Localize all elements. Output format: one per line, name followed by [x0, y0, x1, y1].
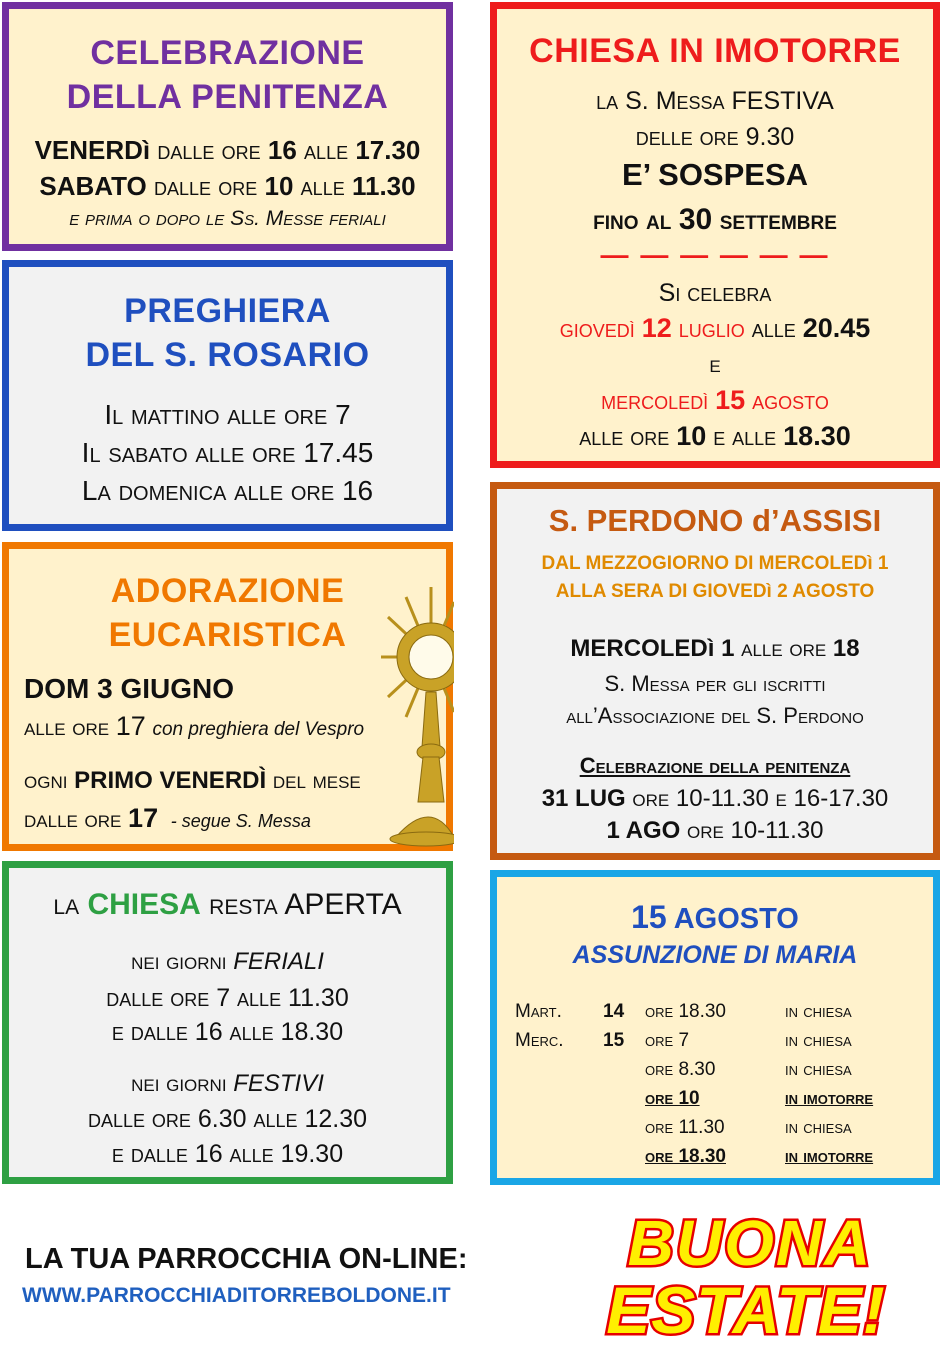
imotorre-line-4: [497, 203, 933, 237]
imotorre-line-4-a: fino al: [593, 205, 672, 235]
chiesa-aperta-pre: la: [53, 888, 80, 921]
perdono-sub-2: ALLA SERA DI GIOVEDì 2 AGOSTO: [555, 581, 875, 602]
agosto-num: [603, 1142, 645, 1171]
rosario-line-3: La domenica alle ore 16: [81, 475, 374, 506]
rosario-title-2: DEL S. ROSARIO: [85, 336, 370, 374]
penitenza-day-2: SABATO: [39, 171, 147, 201]
perdono-title: S. PERDONO d’ASSISI: [548, 503, 882, 538]
table-row: [515, 1055, 925, 1084]
rosario-line-2: Il sabato alle ore 17.45: [81, 437, 374, 468]
adorazione-title-1: ADORAZIONE: [110, 572, 345, 610]
agosto-num: [603, 1113, 645, 1142]
buona-text: BUONA: [627, 1207, 873, 1279]
imotorre-line-3: E’ SOSPESA: [621, 157, 809, 192]
imotorre-title: CHIESA IN IMOTORRE: [529, 32, 901, 70]
perdono-pen-title: Celebrazione della penitenza: [579, 753, 851, 778]
perdono-pen-2-b: ore 10-11.30: [686, 817, 824, 844]
perdono-pen-1: [497, 785, 933, 813]
agosto-title: [497, 899, 933, 936]
imotorre-line-9-a: alle ore: [579, 423, 670, 451]
chiesa-aperta-title: [9, 888, 446, 922]
rosario-line-1: Il mattino alle ore 7: [104, 399, 351, 430]
adorazione-monthly-time: 17: [128, 803, 159, 833]
imotorre-line-4-c: settembre: [719, 205, 837, 235]
imotorre-line-1: la S. Messa FESTIVA: [596, 87, 834, 115]
adorazione-monthly-time-prefix: dalle ore: [24, 806, 122, 833]
parish-website-link[interactable]: WWW.PARROCCHIADITORREBOLDONE.IT: [22, 1284, 451, 1307]
penitenza-row-2: [9, 169, 446, 203]
adorazione-monthly-suffix: del mese: [272, 767, 361, 794]
imotorre-line-6-num: 12: [641, 313, 672, 343]
rosario-box: [2, 260, 453, 531]
agosto-time: ore 18.30: [645, 1146, 726, 1167]
agosto-num: [603, 1084, 645, 1113]
adorazione-monthly-note: - segue S. Messa: [170, 811, 311, 831]
perdono-line-1-a: MERCOLEDì 1: [570, 635, 735, 662]
agosto-time: ore 11.30: [645, 1117, 725, 1138]
table-row: [515, 1142, 925, 1171]
agosto-num: 14: [603, 1001, 625, 1022]
adorazione-date: DOM 3 GIUGNO: [24, 673, 235, 704]
agosto-day: [515, 1055, 603, 1084]
buona-estate-banner: [560, 1205, 940, 1340]
perdono-sub-1: DAL MEZZOGIORNO DI MERCOLEDì 1: [541, 553, 889, 574]
penitenza-title-1: CELEBRAZIONE: [90, 34, 365, 72]
feriali-line-1: dalle ore 7 alle 11.30: [106, 984, 349, 1012]
festivi-label: nei giorni: [131, 1070, 227, 1097]
imotorre-line-8-day: mercoledì: [601, 387, 709, 415]
table-row: [515, 1084, 925, 1113]
adorazione-time: 17: [115, 711, 146, 741]
penitenza-to-1: 17.30: [355, 135, 421, 165]
table-row: [515, 1113, 925, 1142]
perdono-line-1-b: alle ore: [741, 635, 827, 662]
perdono-line-3: all’Associazione del S. Perdono: [566, 703, 864, 728]
agosto-day: Merc.: [515, 1030, 564, 1051]
imotorre-line-9-b: 10: [676, 421, 707, 451]
imotorre-line-5: Si celebra: [658, 279, 772, 307]
adorazione-monthly-bold: PRIMO VENERDÌ: [74, 767, 267, 794]
festivi-line-1: dalle ore 6.30 alle 12.30: [87, 1105, 368, 1133]
imotorre-line-8-month: agosto: [752, 387, 829, 415]
agosto-place: in chiesa: [785, 1001, 852, 1022]
imotorre-line-8-num: 15: [715, 385, 746, 415]
adorazione-title-2: EUCARISTICA: [108, 616, 347, 654]
adorazione-time-row: [24, 711, 364, 742]
chiesa-aperta-post: APERTA: [284, 888, 402, 921]
penitenza-from-2: 10: [264, 171, 294, 201]
agosto-num: 15: [603, 1030, 625, 1051]
perdono-pen-1-a: 31 LUG: [541, 785, 626, 812]
adorazione-monthly-time-row: [24, 803, 311, 834]
agosto-time: ore 10: [645, 1088, 700, 1109]
imotorre-line-4-b: 30: [678, 203, 713, 236]
imotorre-line-6-time: 20.45: [802, 313, 871, 343]
imotorre-line-6: [497, 313, 933, 344]
table-row: [515, 1026, 925, 1055]
agosto-box: [490, 870, 940, 1185]
adorazione-time-note: con preghiera del Vespro: [152, 719, 365, 740]
footer-online-label: LA TUA PARROCCHIA ON-LINE:: [25, 1243, 468, 1275]
agosto-day: [515, 1113, 603, 1142]
imotorre-line-7: e: [709, 351, 721, 378]
adorazione-monthly-row: [24, 767, 361, 795]
adorazione-box: [2, 542, 453, 851]
imotorre-line-6-alle: alle: [751, 315, 796, 343]
agosto-place: in imotorre: [785, 1146, 874, 1167]
agosto-schedule-table: [515, 997, 925, 1171]
penitenza-row-1: [9, 133, 446, 167]
festivi-heading: [9, 1070, 446, 1098]
perdono-line-1: [497, 635, 933, 663]
penitenza-from-word-1: dalle ore: [157, 135, 261, 165]
penitenza-box: [2, 2, 453, 251]
perdono-box: [490, 482, 940, 860]
perdono-line-2: S. Messa per gli iscritti: [604, 671, 826, 696]
imotorre-line-6-day: giovedì: [559, 315, 635, 343]
perdono-pen-1-b: ore 10-11.30 e 16-17.30: [632, 785, 889, 812]
penitenza-note: e prima o dopo le Ss. Messe feriali: [69, 207, 386, 230]
rosario-title-1: PREGHIERA: [124, 292, 331, 330]
imotorre-line-9-c: e alle: [713, 423, 777, 451]
agosto-subtitle: ASSUNZIONE DI MARIA: [572, 941, 858, 969]
imotorre-line-8: [497, 385, 933, 416]
agosto-day: Mart.: [515, 1001, 562, 1022]
penitenza-to-word-2: alle: [300, 171, 345, 201]
adorazione-time-prefix: alle ore: [24, 714, 110, 741]
chiesa-aperta-mid: resta: [209, 888, 278, 921]
penitenza-from-word-2: dalle ore: [154, 171, 258, 201]
perdono-pen-2-a: 1 AGO: [606, 817, 681, 844]
agosto-num: [603, 1055, 645, 1084]
agosto-place: in imotorre: [785, 1088, 874, 1109]
penitenza-to-word-1: alle: [304, 135, 349, 165]
perdono-line-1-c: 18: [832, 635, 860, 662]
agosto-day: [515, 1084, 603, 1113]
feriali-word: FERIALI: [233, 948, 324, 975]
adorazione-monthly-prefix: ogni: [24, 767, 68, 794]
penitenza-day-1: VENERDì: [34, 135, 151, 165]
agosto-title-num: 15: [631, 899, 667, 935]
feriali-heading: [9, 948, 446, 976]
agosto-time: ore 18.30: [645, 1001, 726, 1022]
penitenza-title-2: DELLA PENITENZA: [66, 78, 389, 116]
feriali-label: nei giorni: [131, 948, 227, 975]
imotorre-line-2: delle ore 9.30: [635, 123, 795, 151]
chiesa-aperta-bold: CHIESA: [87, 888, 201, 921]
perdono-pen-2: [497, 817, 933, 845]
agosto-title-word: AGOSTO: [673, 903, 799, 935]
imotorre-line-9-d: 18.30: [783, 421, 851, 451]
penitenza-from-1: 16: [267, 135, 297, 165]
agosto-time: ore 8.30: [645, 1059, 716, 1080]
imotorre-box: [490, 2, 940, 468]
imotorre-line-9: [497, 421, 933, 452]
festivi-line-2: e dalle 16 alle 19.30: [111, 1140, 344, 1168]
agosto-day: [515, 1142, 603, 1171]
estate-text: ESTATE!: [606, 1273, 886, 1340]
imotorre-line-6-month: luglio: [678, 315, 745, 343]
agosto-time: ore 7: [645, 1030, 690, 1051]
penitenza-to-2: 11.30: [351, 171, 416, 201]
table-row: [515, 997, 925, 1026]
imotorre-divider: — — — — — —: [600, 239, 830, 270]
agosto-place: in chiesa: [785, 1030, 852, 1051]
agosto-place: in chiesa: [785, 1059, 852, 1080]
feriali-line-2: e dalle 16 alle 18.30: [111, 1018, 344, 1046]
agosto-place: in chiesa: [785, 1117, 852, 1138]
festivi-word: FESTIVI: [233, 1070, 324, 1097]
chiesa-aperta-box: [2, 861, 453, 1184]
